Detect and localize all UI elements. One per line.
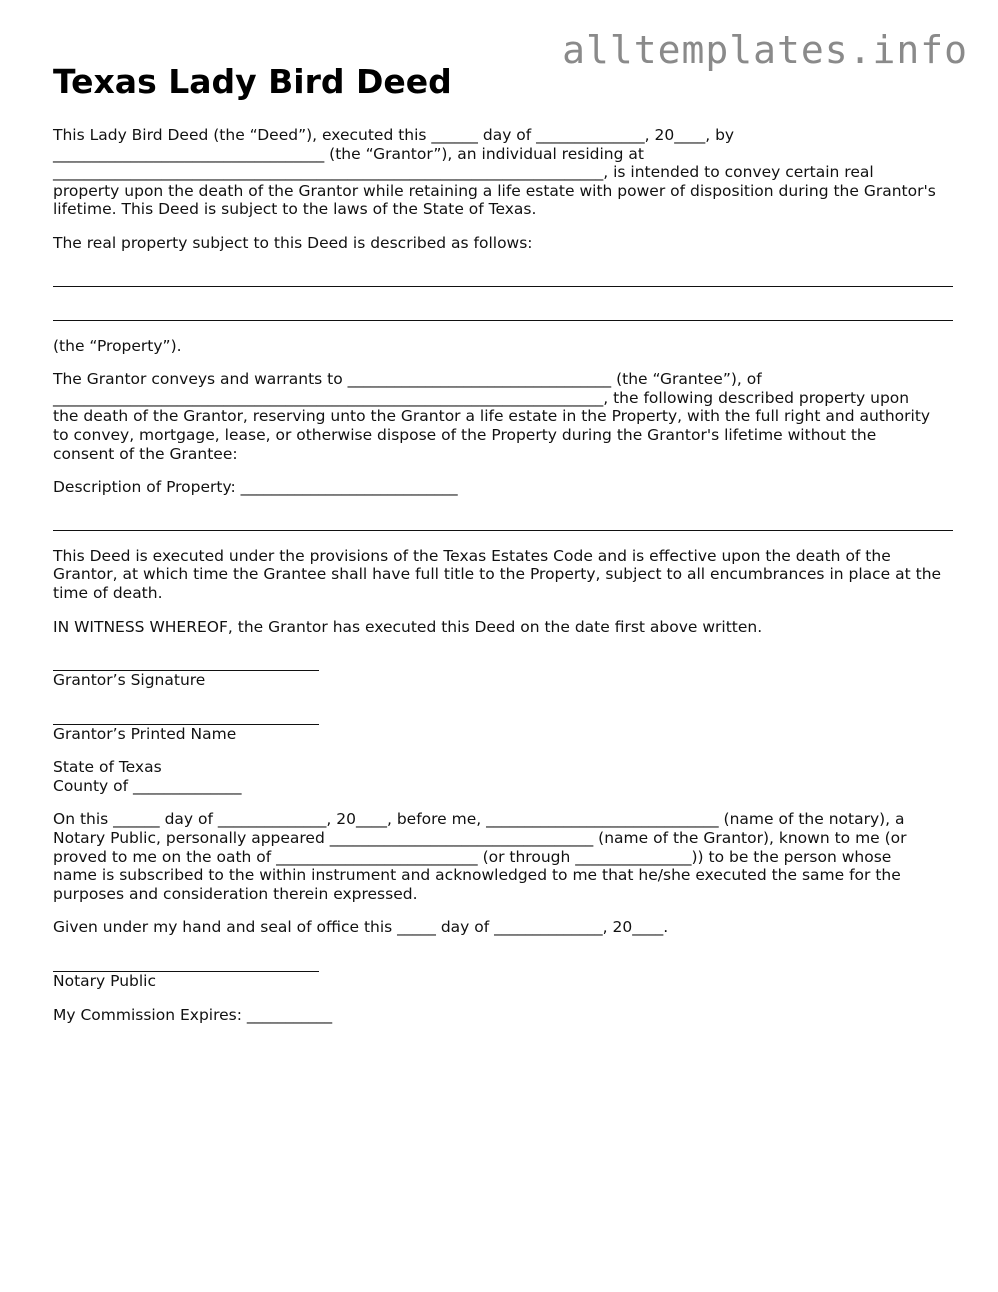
witness-statement: IN WITNESS WHEREOF, the Grantor has executed this Deed on the date first above written. bbox=[53, 617, 763, 636]
notary-paragraph bbox=[53, 810, 953, 903]
property-line-2[interactable] bbox=[53, 320, 953, 321]
county-line: County of ______________ bbox=[53, 776, 242, 795]
notary-line: name is subscribed to the within instrument and acknowledged to me that he/she executed the same for the bbox=[53, 866, 901, 885]
executed-paragraph bbox=[53, 547, 953, 603]
description-of-property: Description of Property: ____________________________ bbox=[53, 478, 458, 497]
intro-line: _______________________________________________________________________, is intended to convey certain real bbox=[53, 163, 874, 182]
executed-line: Grantor, at which time the Grantee shall have full title to the Property, subject to all encumbrances in place at the bbox=[53, 565, 942, 584]
intro-line: lifetime. This Deed is subject to the laws of the State of Texas. bbox=[53, 200, 537, 219]
conveys-paragraph bbox=[53, 370, 953, 463]
property-intro: The real property subject to this Deed is described as follows: bbox=[53, 233, 533, 252]
intro-line: ___________________________________ (the “Grantor”), an individual residing at bbox=[53, 144, 644, 163]
conveys-line: to convey, mortgage, lease, or otherwise dispose of the Property during the Grantor's lifetime without the bbox=[53, 425, 877, 444]
notary-line: Notary Public, personally appeared __________________________________ (name of the Grantor), known to me (or bbox=[53, 829, 907, 848]
commission-expires: My Commission Expires: ___________ bbox=[53, 1005, 333, 1024]
description-line[interactable] bbox=[53, 530, 953, 531]
notary-line: proved to me on the oath of __________________________ (or through _______________)) to be the person whose bbox=[53, 847, 892, 866]
conveys-line: consent of the Grantee: bbox=[53, 444, 238, 463]
conveys-line: _______________________________________________________________________, the following described property upon bbox=[53, 388, 910, 407]
state-line: State of Texas bbox=[53, 758, 162, 777]
conveys-line: The Grantor conveys and warrants to __________________________________ (the “Grantee”), of bbox=[53, 370, 762, 389]
executed-line: time of death. bbox=[53, 583, 163, 602]
notary-line: On this ______ day of ______________, 20____, before me, ______________________________ (name of the notary), a bbox=[53, 810, 905, 829]
property-label: (the “Property”). bbox=[53, 336, 182, 355]
executed-line: This Deed is executed under the provisions of the Texas Estates Code and is effective upon the death of the bbox=[53, 546, 891, 565]
grantor-printed-name-label: Grantor’s Printed Name bbox=[53, 724, 237, 743]
conveys-line: the death of the Grantor, reserving unto the Grantor a life estate in the Property, with the full right and authority bbox=[53, 407, 931, 426]
document-title: Texas Lady Bird Deed bbox=[53, 62, 452, 101]
given-under-statement: Given under my hand and seal of office this _____ day of ______________, 20____. bbox=[53, 918, 669, 937]
notary-public-label: Notary Public bbox=[53, 972, 156, 991]
watermark: alltemplates.info bbox=[562, 28, 968, 72]
grantor-signature-label: Grantor’s Signature bbox=[53, 671, 206, 690]
intro-line: property upon the death of the Grantor while retaining a life estate with power of disposition during the Grantor's bbox=[53, 181, 936, 200]
document bbox=[53, 62, 953, 1024]
property-line-1[interactable] bbox=[53, 286, 953, 287]
notary-line: purposes and consideration therein expressed. bbox=[53, 884, 418, 903]
intro-paragraph bbox=[53, 126, 953, 219]
intro-line: This Lady Bird Deed (the “Deed”), executed this ______ day of ______________, 20____, by bbox=[53, 126, 735, 144]
